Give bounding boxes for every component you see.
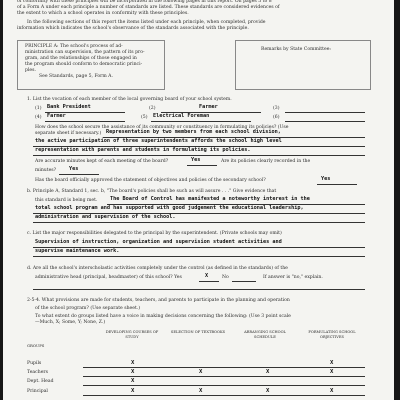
qb-line-3 (33, 222, 365, 223)
qd-text-2: administrative head (principal, headmaster) of this school? Yes (35, 275, 182, 280)
q1-minutes-line (187, 165, 217, 166)
principle-line-6: See Standards, page 5, Form A. (39, 74, 113, 79)
table-row-line (83, 376, 365, 377)
table-row-line (83, 385, 365, 386)
qc-text: c. List the major responsibilities delegated to the principal by the superintendent. (Private schools may omit) (27, 231, 282, 236)
q1-policies-question: Are its policies clearly recorded in the (221, 159, 311, 164)
qd-explain-line (33, 289, 365, 290)
qb-text-2: this standard is being met. (35, 198, 98, 203)
q1-community-answer-1: Representation by two members from each school division, (106, 129, 281, 135)
q1-answer-6-line (285, 121, 365, 122)
table-col-textbooks: SELECTION OF TEXTBOOKS (170, 330, 226, 334)
qd-yes-mark: X (205, 273, 209, 279)
table-row-line (83, 395, 365, 396)
q254-text-2: of the school program? (Use separate sheet.) (35, 306, 141, 311)
q1-num-3: (3) (273, 106, 280, 111)
table-mark: X (131, 378, 135, 384)
intro-line-4: In the following sections of this report the items listed under each principle, when completed, provide (27, 20, 266, 25)
q1-minutes-label: minutes? (35, 168, 57, 173)
q254-text-4: —Much, X; Some, Y; None, Z.) (35, 320, 106, 325)
q1-policies-answer: Yes (69, 166, 79, 172)
q1-approval-line (317, 184, 357, 185)
table-mark: X (330, 360, 334, 366)
qd-explain: If answer is "no," explain. (263, 275, 323, 280)
q254-text-3: To what extent do groups listed have a voice in making decisions concerning the following: (Use 3 point scale (35, 314, 291, 319)
q1-answer-3-line (45, 121, 125, 122)
qb-text: b. Principle A, Standard 1, sec. b, "The board's policies shall be such as will assure . . ." Give evidence that (27, 189, 277, 194)
q1-community-question: How does the school secure the assistance of its community or constituency in formulating its policies? (Use (35, 125, 289, 130)
q1-num-2: (2) (149, 106, 156, 111)
document-page (3, 0, 394, 400)
intro-line-2: of a Form A under each principle a number of standards are listed. These standards are considered evidences of (17, 5, 280, 10)
table-mark: X (131, 369, 135, 375)
qd-no-label: No (222, 275, 229, 280)
principle-line-2: ministration can supervision, the pattern of its pro- (25, 50, 145, 55)
table-row-principal: Principal (27, 389, 48, 394)
qd-yes-line (199, 281, 219, 282)
qb-answer-2: total school program and has supported with good judgement the educational leadership, (35, 205, 304, 211)
table-groups-header: GROUPS (27, 343, 45, 348)
q1-community-line-3 (33, 155, 365, 156)
qc-answer-2: supervise maintenance work. (35, 248, 120, 254)
table-row-line (83, 367, 365, 368)
intro-line-5: information which indicates the school's observance of the standards associated with the principle. (17, 26, 249, 31)
q1-community-answer-3: representation with parents and students in formulating its policies. (35, 147, 251, 153)
table-mark: X (131, 388, 135, 394)
q1-num-5: (5) (141, 115, 148, 120)
table-col-schedule: ARRANGING SCHOOL SCHEDULE (244, 330, 286, 339)
q1-answer-3: Farmer (47, 113, 66, 119)
table-mark: X (199, 388, 203, 394)
q1-community-answer-2: the active participation of three superintendents affords the school high level (35, 138, 282, 144)
table-mark: X (266, 388, 270, 394)
q1-num-1: (1) (35, 106, 42, 111)
intro-line-3: the extent to which a school operates in conformity with these principles. (17, 11, 189, 16)
table-mark: X (330, 369, 334, 375)
principle-line-5: ples. (25, 68, 36, 73)
table-row-teachers: Teachers (27, 370, 48, 375)
table-mark: X (330, 388, 334, 394)
q1-answer-5-line (285, 112, 365, 113)
q1-num-4: (4) (35, 115, 42, 120)
q1-minutes-question: Are accurate minutes kept of each meeting of the board? (35, 159, 169, 164)
remarks-label: Remarks by State Committee: (261, 47, 331, 52)
principle-line-1: PRINCIPLE A: The school's process of ad- (25, 44, 123, 49)
q1-answer-2: Farmer (199, 104, 218, 110)
qb-answer-3: administration and supervision of the school. (35, 214, 176, 220)
q1-separate-sheet: separate sheet if necessary.) (35, 131, 102, 136)
intro-line-1: of conformity with these principles will be incorporated in the following pages in this report. On pages 5 to 8 (17, 0, 272, 4)
table-mark: X (131, 360, 135, 366)
q1-answer-4-line (151, 121, 251, 122)
q1-answer-1: Bank President (47, 104, 91, 110)
table-col-objectives: FORMULATING SCHOOL OBJECTIVES (308, 330, 356, 339)
q1-policies-line (59, 174, 99, 175)
q1-minutes-answer: Yes (191, 157, 201, 163)
q1-approval-answer: Yes (321, 176, 331, 182)
q1-text: 1. List the vocation of each member of the local governing board of your school system. (27, 97, 232, 102)
qc-line-2 (33, 256, 365, 257)
principle-line-4: the program should conform to democratic princi- (25, 62, 143, 67)
qd-no-line (232, 281, 256, 282)
principle-line-3: gram, and the relationships of those engaged in (25, 56, 137, 61)
q1-num-6: (6) (273, 115, 280, 120)
table-row-dept-head: Dept. Head (27, 379, 54, 384)
qc-answer-1: Supervision of instruction, organization and supervision student activities and (35, 239, 282, 245)
qb-answer-1: The Board of Control has manifested a noteworthy interest in the (110, 196, 310, 202)
table-row-pupils: Pupils (27, 361, 42, 366)
table-col-courses: DEVELOPING COURSES OF STUDY (105, 330, 159, 339)
table-mark: X (266, 369, 270, 375)
table-mark: X (199, 369, 203, 375)
q1-answer-4: Electrical Foreman (153, 113, 210, 119)
qd-text: d. Are all the school's interscholastic activities completely under the control (as defined in the standards) of the (27, 266, 288, 271)
q1-approval-question: Has the board officially approved the statement of objectives and policies of the secondary school? (35, 178, 266, 183)
q254-text-1: 2-5-4. What provisions are made for students, teachers, and parents to participate in the planning and operation (27, 298, 290, 303)
